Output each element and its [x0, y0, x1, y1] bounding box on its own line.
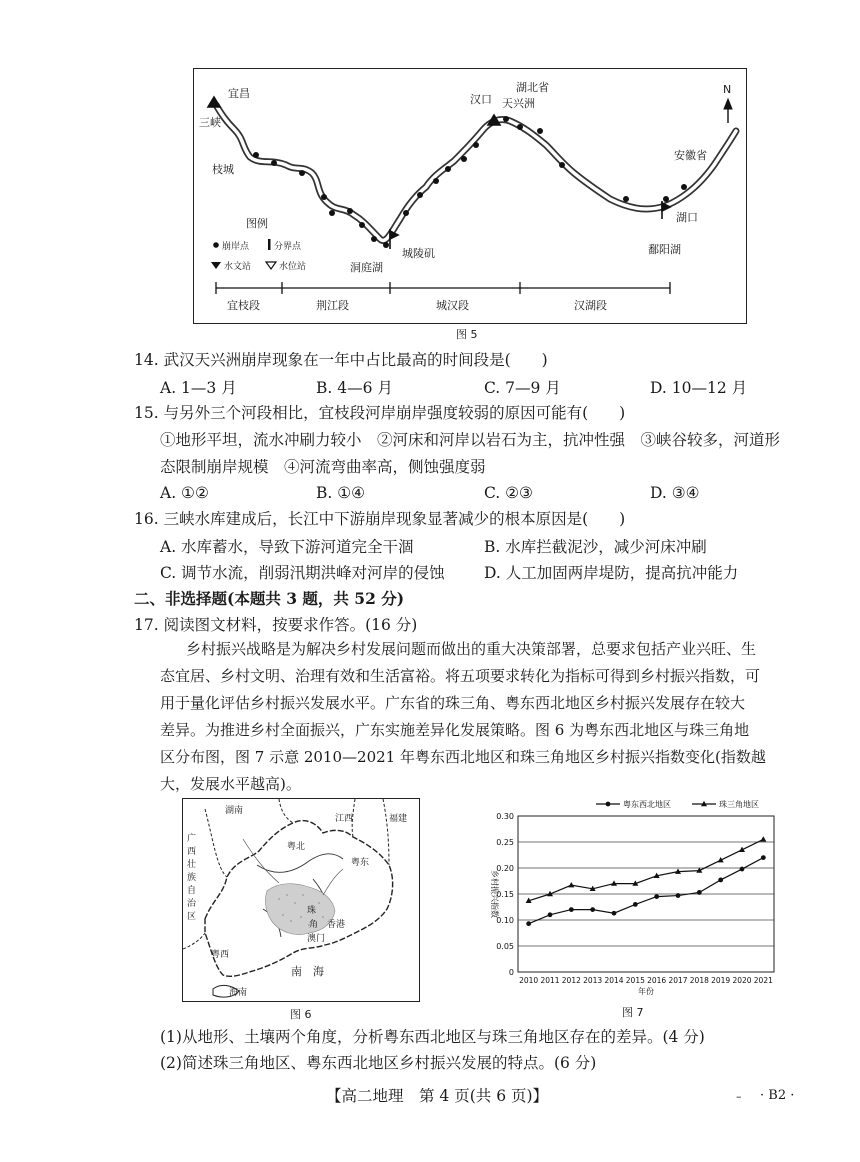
legend-level-label: 水位站 [279, 262, 307, 272]
legend-boundary-icon [268, 239, 271, 250]
q17-stem: 17. 阅读图文材料，按要求作答。(16 分) [134, 616, 418, 634]
map-label-jiangxi: 江西 [335, 814, 354, 824]
collapse-point [517, 124, 523, 130]
yichang-station-icon [208, 97, 220, 107]
label-north: N [723, 83, 732, 96]
label-poyanghu: 鄱阳湖 [648, 243, 681, 256]
pearl-river-delta-area [265, 884, 335, 935]
segment-label: 宜枝段 [227, 299, 260, 312]
q17-paragraph-line: 乡村振兴战略是为解决乡村发展问题而做出的重大决策部署，总要求包括产业兴旺、生 [186, 640, 757, 658]
q15-option-a: A. ①② [160, 484, 209, 502]
data-point [676, 893, 681, 898]
q17-paragraph-line: 态宜居、乡村文明、治理有效和生活富裕。将五项要求转化为指标可得到乡村振兴指数，可 [160, 667, 761, 685]
collapse-point [253, 152, 259, 158]
collapse-point [559, 162, 565, 168]
collapse-point [461, 156, 467, 162]
data-point [633, 902, 638, 907]
collapse-point [371, 236, 377, 242]
collapse-point [359, 222, 365, 228]
data-point [568, 882, 574, 887]
label-hukou: 湖口 [676, 211, 698, 224]
q15-option-d: D. ③④ [650, 484, 700, 502]
q14-stem: 14. 武汉天兴洲崩岸现象在一年中占比最高的时间段是( ) [134, 351, 548, 369]
legend-hydrologic-label: 水文站 [224, 262, 252, 272]
label-sanxia: 三峡 [199, 116, 221, 129]
figure-7-caption: 图 7 [622, 1006, 644, 1019]
collapse-point [383, 242, 389, 248]
map-label-nanhai: 南 海 [291, 965, 324, 978]
map-label-yuedong: 粤东 [351, 858, 370, 868]
legend-label: 粤东西北地区 [623, 800, 671, 809]
legend-title: 图例 [246, 217, 268, 230]
q17-sub2: (2)简述珠三角地区、粤东西北地区乡村振兴发展的特点。(6 分) [160, 1054, 597, 1072]
collapse-point [299, 170, 305, 176]
series-line [529, 839, 764, 900]
segment-label: 城汉段 [436, 299, 469, 312]
data-point [760, 836, 766, 841]
q15-option-c: C. ②③ [484, 484, 533, 502]
y-tick-label: 0.10 [496, 916, 514, 925]
legend-marker [606, 802, 611, 807]
q17-sub1: (1)从地形、土壤两个角度，分析粤东西北地区与珠三角地区存在的差异。(4 分) [160, 1028, 705, 1046]
y-tick-label: 0 [508, 968, 514, 977]
x-tick-label: 2013 [583, 976, 603, 985]
yangtze-river [216, 105, 736, 240]
x-axis-label: 年份 [638, 987, 654, 996]
segment-label: 荆江段 [316, 299, 349, 312]
label-dongtinghu: 洞庭湖 [350, 261, 383, 274]
y-tick-label: 0.30 [496, 812, 514, 821]
collapse-point [271, 160, 277, 166]
label-zhicheng: 枝城 [212, 163, 234, 176]
figure-6-caption: 图 6 [290, 1008, 312, 1021]
segment-label: 汉湖段 [574, 299, 607, 312]
map-label-xianggang: 香港 [327, 920, 346, 930]
data-point [697, 890, 702, 895]
figure-5-caption: 图 5 [456, 328, 478, 341]
collapse-point [503, 116, 509, 122]
chenglingji-flag [390, 231, 398, 239]
data-point [526, 921, 531, 926]
data-point [654, 894, 659, 899]
y-tick-label: 0.25 [496, 838, 514, 847]
x-tick-label: 2018 [689, 976, 709, 985]
collapse-point [681, 184, 687, 190]
y-tick-label: 0.15 [496, 890, 514, 899]
q17-paragraph-line: 用于量化评估乡村振兴发展水平。广东省的珠三角、粤东西北地区乡村振兴发展存在较大 [160, 694, 746, 712]
legend-collapse-label: 崩岸点 [222, 242, 250, 252]
figure-5 [193, 68, 747, 324]
data-point [718, 878, 723, 883]
x-tick-label: 2014 [604, 976, 624, 985]
label-hubei: 湖北省 [516, 81, 549, 94]
data-point [761, 855, 766, 860]
page-footer: 【高二地理 第 4 页(共 6 页)】 [326, 1087, 549, 1105]
figure-6 [182, 798, 420, 1002]
series-line [529, 858, 764, 924]
collapse-point [537, 128, 543, 134]
legend-hydrologic-icon [211, 262, 221, 269]
q16-option-b: B. 水库拦截泥沙，减少河床冲刷 [484, 538, 707, 556]
segment-scale-bar [216, 282, 670, 294]
x-tick-label: 2021 [753, 976, 773, 985]
map-label-hunan: 湖南 [225, 806, 244, 816]
map-label-fujian: 福建 [389, 814, 408, 824]
q17-paragraph-line: 区分布图，图 7 示意 2010—2021 年粤东西北地区和珠三角地区乡村振兴指数变化(指数越 [160, 748, 766, 766]
river-map [194, 69, 746, 323]
collapse-point [663, 196, 669, 202]
data-point [590, 907, 595, 912]
legend-label: 珠三角地区 [719, 800, 759, 809]
collapse-point [329, 210, 335, 216]
label-anhui: 安徽省 [674, 149, 707, 162]
collapse-point [417, 192, 423, 198]
y-tick-label: 0.05 [496, 942, 514, 951]
q15-option-b: B. ①④ [316, 484, 366, 502]
x-tick-label: 2010 [519, 976, 539, 985]
q16-option-a: A. 水库蓄水，导致下游河道完全干涸 [160, 538, 414, 556]
page-code: · B2 · [760, 1088, 795, 1103]
x-tick-label: 2020 [732, 976, 752, 985]
legend-level-icon [266, 262, 276, 269]
q15-stem: 15. 与另外三个河段相比，宜枝段河岸崩岸强度较弱的原因可能有( ) [134, 404, 626, 422]
q15-line2: ①地形平坦，流水冲刷力较小 ②河床和河岸以岩石为主，抗冲性强 ③峡谷较多，河道形 [160, 431, 781, 449]
map-label-aomen: 澳门 [307, 934, 326, 944]
q16-option-d: D. 人工加固两岸堤防，提高抗冲能力 [484, 564, 739, 582]
q14-option-c: C. 7—9 月 [484, 379, 561, 397]
q16-option-c: C. 调节水流，削弱汛期洪峰对河岸的侵蚀 [160, 564, 445, 582]
map-label-yuebei: 粤北 [287, 842, 306, 852]
map-label-zhu: 珠 [307, 906, 317, 916]
q17-paragraph-line: 差异。为推进乡村全面振兴，广东实施差异化发展策略。图 6 为粤东西北地区与珠三角地 [160, 721, 750, 739]
collapse-point [433, 178, 439, 184]
y-tick-label: 0.20 [496, 864, 514, 873]
q14-option-b: B. 4—6 月 [316, 379, 393, 397]
q14-option-d: D. 10—12 月 [650, 379, 748, 397]
x-tick-label: 2017 [668, 976, 688, 985]
label-hankou: 汉口 [470, 93, 492, 106]
legend-collapse-icon [213, 242, 219, 248]
section-2-heading: 二、非选择题(本题共 3 题，共 52 分) [134, 589, 405, 608]
data-point [612, 911, 617, 916]
north-arrow-icon [724, 99, 732, 123]
x-tick-label: 2015 [625, 976, 645, 985]
footer-dash: – [736, 1090, 742, 1103]
x-tick-label: 2012 [561, 976, 581, 985]
rural-revitalization-chart [476, 796, 796, 1008]
data-point [740, 867, 745, 872]
x-tick-label: 2019 [711, 976, 731, 985]
map-label-hainan: 海南 [229, 988, 248, 998]
figure-7 [476, 796, 796, 1008]
q15-line3: 态限制崩岸规模 ④河流弯曲率高，侧蚀强度弱 [160, 458, 486, 476]
q17-paragraph-line: 大，发展水平越高)。 [160, 775, 301, 793]
collapse-point [623, 196, 629, 202]
map-label-yuexi: 粤西 [211, 950, 230, 960]
collapse-point [473, 142, 479, 148]
x-tick-label: 2011 [540, 976, 560, 985]
label-tianxingzhou: 天兴洲 [502, 97, 535, 110]
collapse-point [403, 210, 409, 216]
legend-boundary-label: 分界点 [274, 242, 302, 252]
label-yichang: 宜昌 [228, 87, 250, 100]
map-label-guangxi: 广西壮族自治区 [187, 834, 197, 922]
q16-stem: 16. 三峡水库建成后，长江中下游崩岸现象显著减少的根本原因是( ) [134, 510, 626, 528]
collapse-point [321, 194, 327, 200]
collapse-point [347, 208, 353, 214]
x-tick-label: 2016 [647, 976, 667, 985]
label-chenglingji: 城陵矶 [402, 247, 435, 260]
data-point [569, 907, 574, 912]
q14-option-a: A. 1—3 月 [160, 379, 237, 397]
map-label-jiao: 角 [309, 920, 319, 930]
collapse-point [445, 166, 451, 172]
y-axis-label: 乡村振兴指数 [490, 870, 499, 918]
data-point [548, 912, 553, 917]
